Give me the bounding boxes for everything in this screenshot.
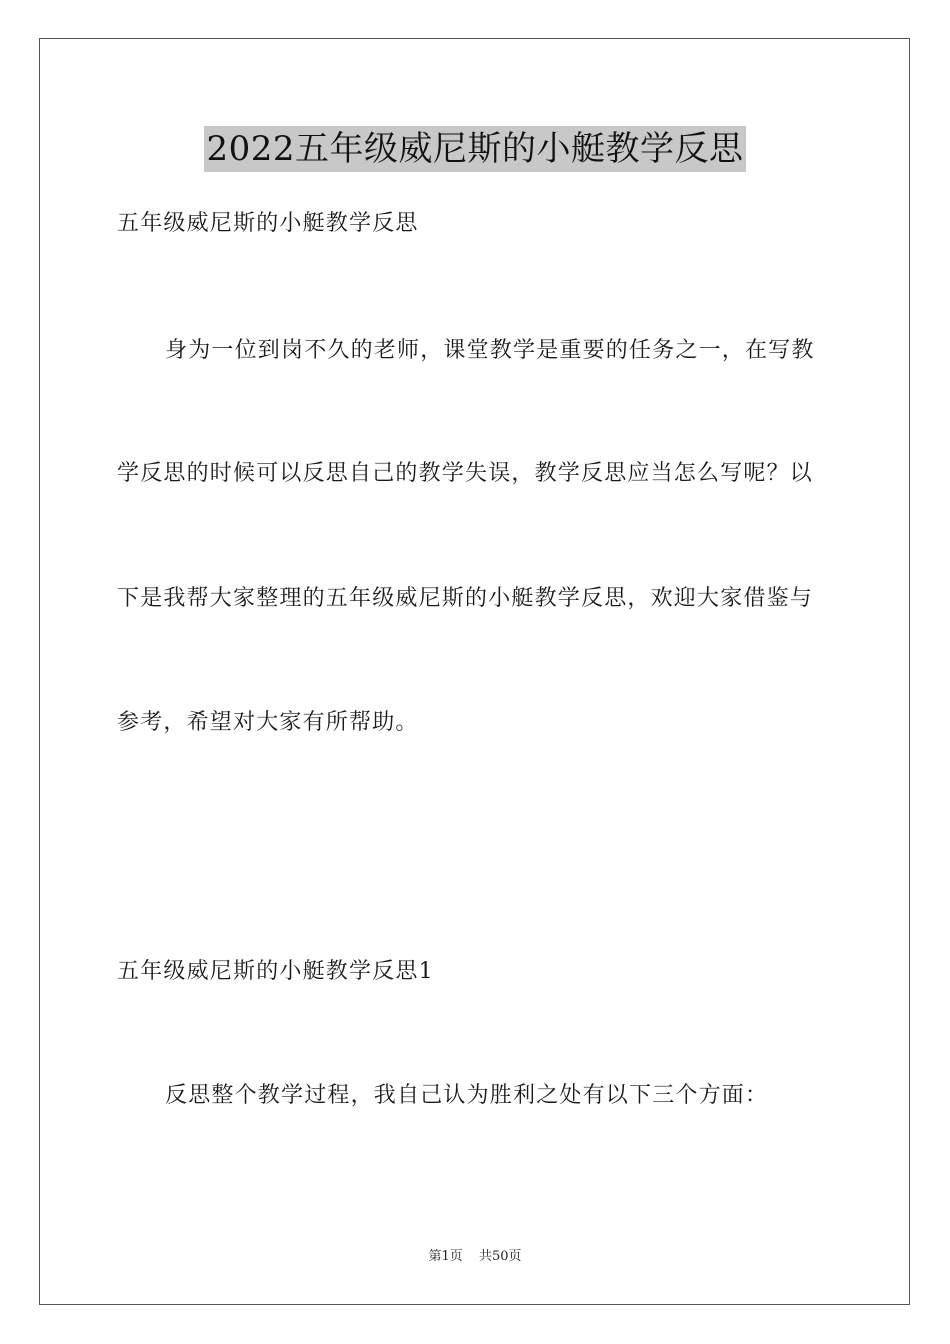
document-subtitle: 五年级威尼斯的小艇教学反思 [117, 211, 419, 236]
intro-line: 学反思的时候可以反思自己的教学失误，教学反思应当怎么写呢？以 [117, 461, 814, 486]
title-container [0, 126, 950, 172]
page-footer [0, 1248, 950, 1266]
document-title: 2022五年级威尼斯的小艇教学反思 [204, 126, 745, 172]
intro-line: 参考，希望对大家有所帮助。 [117, 710, 419, 735]
section-paragraph-line: 反思整个教学过程，我自己认为胜利之处有以下三个方面： [165, 1083, 769, 1108]
page-total: 共50页 [478, 1249, 522, 1264]
intro-line: 下是我帮大家整理的五年级威尼斯的小艇教学反思，欢迎大家借鉴与 [117, 586, 814, 611]
intro-line: 身为一位到岗不久的老师，课堂教学是重要的任务之一，在写教 [165, 338, 815, 363]
section-heading: 五年级威尼斯的小艇教学反思1 [117, 959, 434, 984]
page-number: 第1页 [428, 1249, 463, 1264]
